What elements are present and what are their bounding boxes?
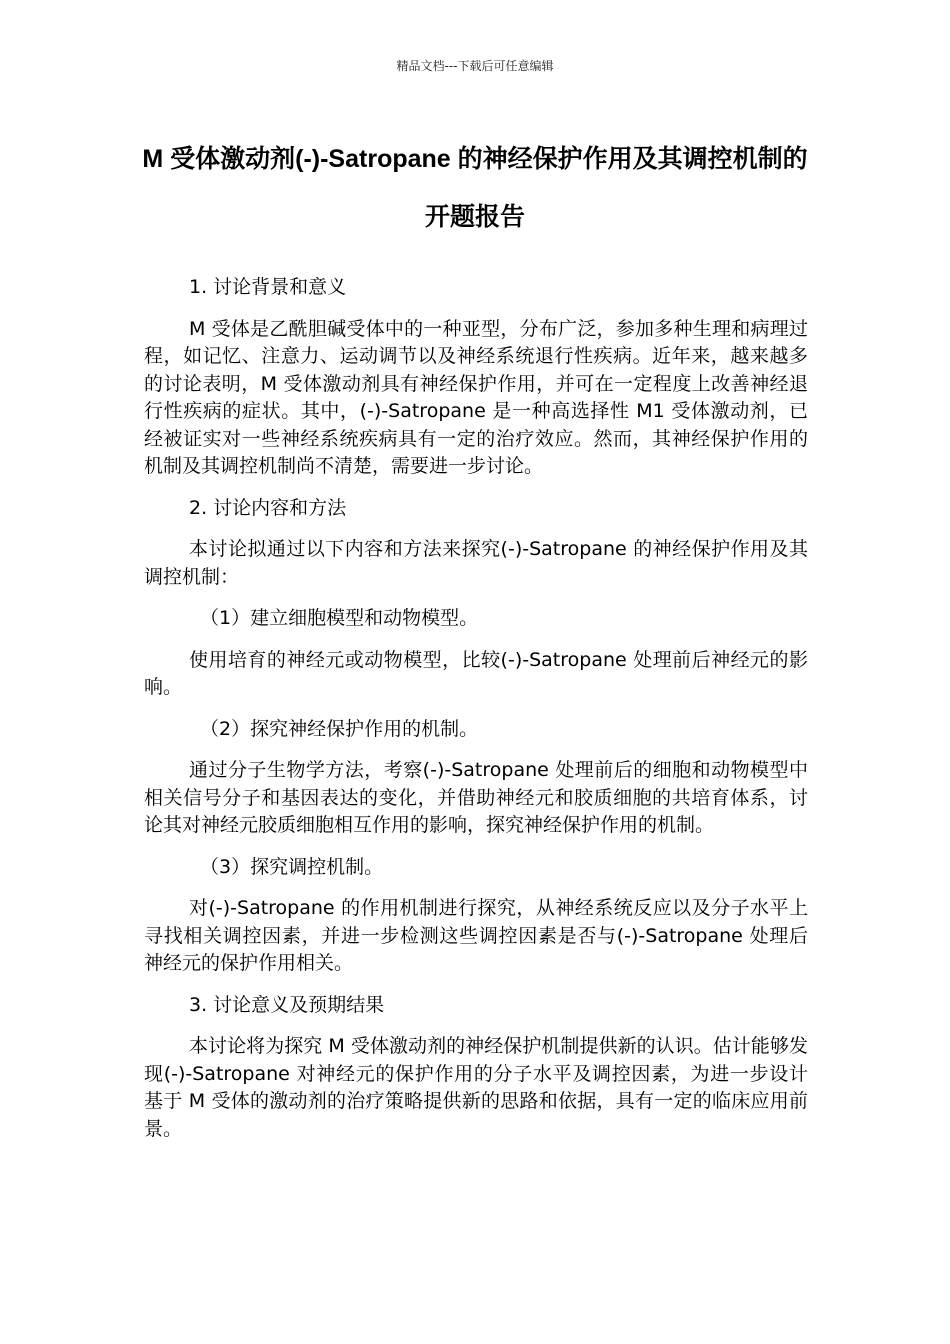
list-item-2: （2）探究神经保护作用的机制。 xyxy=(200,717,479,740)
paragraph-significance: 本讨论将为探究 M 受体激动剂的神经保护机制提供新的认识。估计能够发现(-)-Satropane 对神经元的保护作用的分子水平及调控因素，为进一步设计基于 M 受体的激动剂的治疗策略提供新的思路和依据，具有一定的临床应用前景。 xyxy=(144,1035,808,1140)
document-title: M 受体激动剂(-)-Satropane 的神经保护作用及其调控机制的开题报告 xyxy=(142,145,808,231)
paragraph-methods-intro: 本讨论拟通过以下内容和方法来探究(-)-Satropane 的神经保护作用及其调控机制： xyxy=(144,538,808,588)
section-heading-content-methods: 2. 讨论内容和方法 xyxy=(189,496,347,519)
document-body xyxy=(144,274,808,1157)
section-heading-significance: 3. 讨论意义及预期结果 xyxy=(189,993,385,1016)
paragraph-item-2: 通过分子生物学方法，考察(-)-Satropane 处理前后的细胞和动物模型中相关信号分子和基因表达的变化，并借助神经元和胶质细胞的共培育体系，讨论其对神经元胶质细胞相互作用的影响，探究神经保护作用的机制。 xyxy=(144,759,808,836)
paragraph-background: M 受体是乙酰胆碱受体中的一种亚型，分布广泛，参加多种生理和病理过程，如记忆、注意力、运动调节以及神经系统退行性疾病。近年来，越来越多的讨论表明，M 受体激动剂具有神经保护作用，并可在一定程度上改善神经退行性疾病的症状。其中，(-)-Satropane 是一种高选择性 M1 受体激动剂，已经被证实对一些神经系统疾病具有一定的治疗效应。然而，其神经保护作用的机制及其调控机制尚不清楚，需要进一步讨论。 xyxy=(144,317,808,477)
section-heading-background: 1. 讨论背景和意义 xyxy=(189,276,347,298)
list-item-3: （3）探究调控机制。 xyxy=(200,855,384,878)
paragraph-item-1: 使用培育的神经元或动物模型，比较(-)-Satropane 处理前后神经元的影响。 xyxy=(144,648,808,698)
paragraph-item-3: 对(-)-Satropane 的作用机制进行探究，从神经系统反应以及分子水平上寻找相关调控因素，并进一步检测这些调控因素是否与(-)-Satropane 处理后神经元的保护作用相关。 xyxy=(144,897,808,974)
list-item-1: （1）建立细胞模型和动物模型。 xyxy=(200,607,479,629)
page-header-note: 精品文档---下载后可任意编辑 xyxy=(396,59,554,73)
